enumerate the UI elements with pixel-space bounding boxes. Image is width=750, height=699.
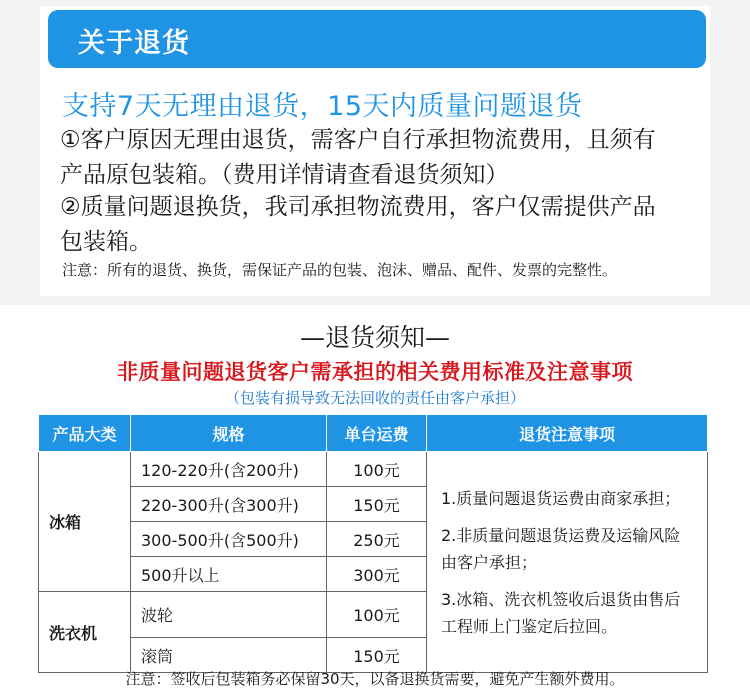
- spec-cell: 波轮: [131, 592, 327, 638]
- policy-text-line: 产品原包装箱。（费用详情请查看退货须知）: [60, 162, 509, 188]
- packaging-note: （包装有损导致无法回收的责任由客户承担）: [224, 389, 525, 407]
- table-row: [39, 452, 708, 487]
- policy-note: 注意：所有的退货、换货，需保证产品的包装、泡沫、赠品、配件、发票的完整性。: [62, 261, 618, 279]
- policy-text-line: 包装箱。: [60, 229, 152, 255]
- policy-text-line: ②质量问题退换货，我司承担物流费用，客户仅需提供产品: [60, 194, 656, 220]
- return-note-item: 1.质量问题退货运费由商家承担；: [441, 488, 681, 508]
- section-header: [48, 10, 706, 68]
- category-fridge: 冰箱: [39, 452, 131, 592]
- spec-cell: 120-220升(含200升): [131, 452, 327, 487]
- notice-title: —退货须知—: [299, 323, 450, 352]
- header-category: 产品大类: [39, 415, 131, 452]
- policy-no-reason-return: [60, 123, 656, 193]
- fee-cell: 250元: [327, 522, 427, 557]
- header-fee: 单台运费: [327, 415, 427, 452]
- spec-cell: 500升以上: [131, 557, 327, 592]
- table-header-row: [39, 415, 708, 452]
- footer-note: 注意：签收后包装箱务必保留30天，以备退换货需要，避免产生额外费用。: [125, 670, 625, 688]
- category-washer: 洗衣机: [39, 592, 131, 673]
- policy-quality-return: [60, 190, 656, 260]
- policy-headline: 支持7天无理由退货，15天内质量问题退货: [62, 91, 583, 122]
- spec-cell: 滚筒: [131, 638, 327, 673]
- return-notes: [427, 452, 708, 673]
- spec-cell: 220-300升(含300升): [131, 487, 327, 522]
- fee-cell: 300元: [327, 557, 427, 592]
- fee-cell: 150元: [327, 487, 427, 522]
- fee-table: [38, 414, 708, 673]
- header-spec: 规格: [131, 415, 327, 452]
- return-note-item: 2.非质量问题退货运费及运输风险由客户承担；: [441, 525, 681, 572]
- fee-standard-title: 非质量问题退货客户需承担的相关费用标准及注意事项: [117, 360, 633, 384]
- return-note-item: 3.冰箱、洗衣机签收后退货由售后工程师上门鉴定后拉回。: [441, 589, 681, 636]
- fee-cell: 100元: [327, 452, 427, 487]
- spec-cell: 300-500升(含500升): [131, 522, 327, 557]
- fee-cell: 150元: [327, 638, 427, 673]
- section-title: 关于退货: [78, 28, 190, 59]
- fee-cell: 100元: [327, 592, 427, 638]
- policy-text-line: ①客户原因无理由退货，需客户自行承担物流费用，且须有: [60, 127, 656, 153]
- header-notes: 退货注意事项: [427, 415, 708, 452]
